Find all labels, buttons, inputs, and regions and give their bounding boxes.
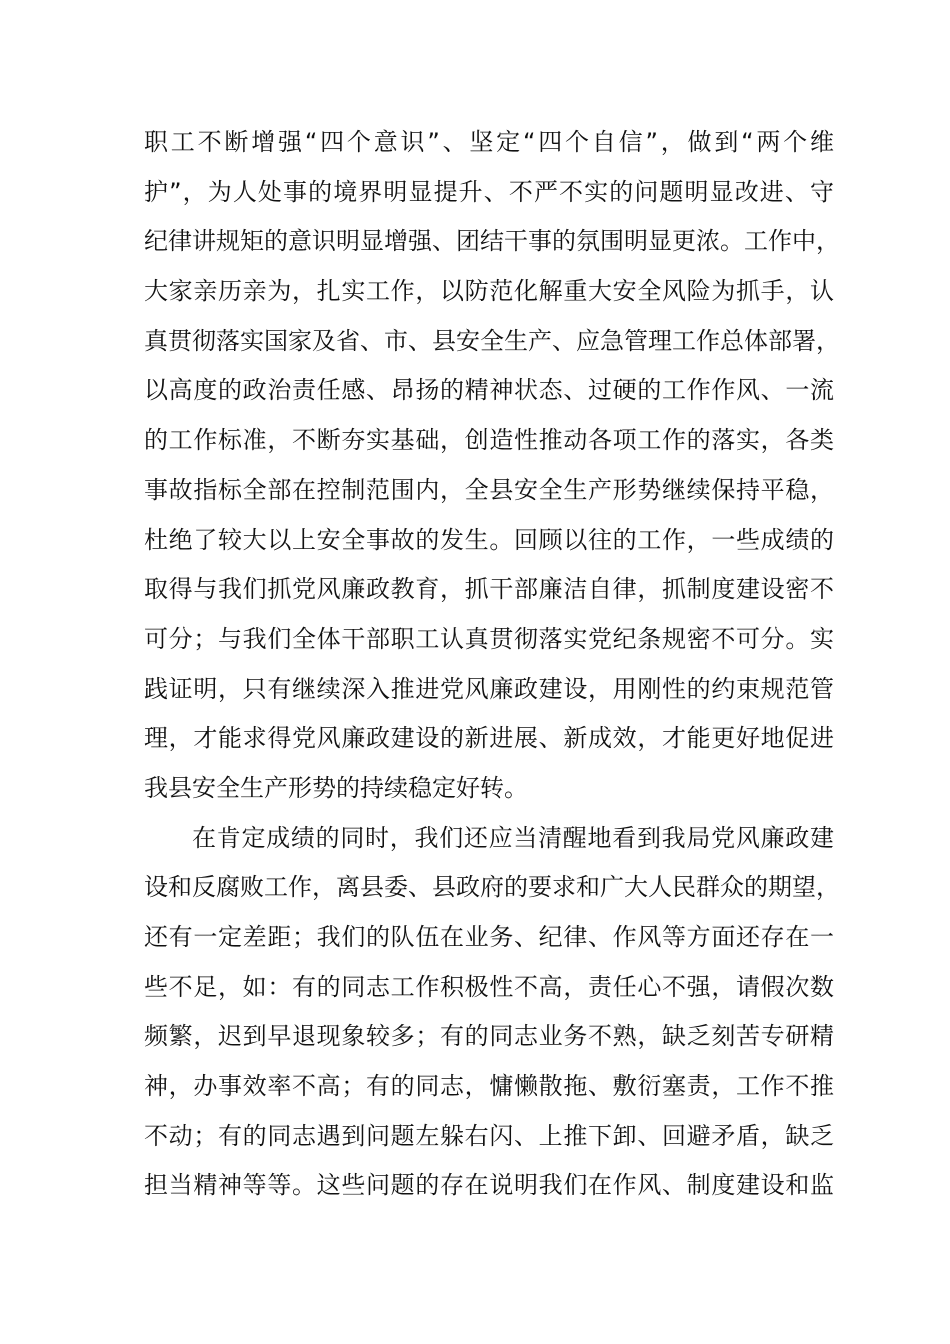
paragraph bbox=[144, 814, 840, 1212]
text-line: 践证明，只有继续深入推进党风廉政建设，用刚性的约束规范管 bbox=[144, 674, 834, 703]
text-line: 些不足，如：有的同志工作积极性不高，责任心不强，请假次数 bbox=[144, 972, 834, 1001]
text-line: 设和反腐败工作，离县委、县政府的要求和广大人民群众的期望， bbox=[144, 873, 840, 902]
text-line: 纪律讲规矩的意识明显增强、团结干事的氛围明显更浓。工作中， bbox=[144, 227, 840, 256]
body-text bbox=[144, 118, 840, 1211]
text-line: 以高度的政治责任感、昂扬的精神状态、过硬的工作作风、一流 bbox=[144, 376, 834, 405]
text-line: 频繁，迟到早退现象较多；有的同志业务不熟，缺乏刻苦专研精 bbox=[144, 1022, 834, 1051]
text-line: 职工不断增强“四个意识”、坚定“四个自信”，做到“两个维 bbox=[144, 128, 834, 156]
text-line: 事故指标全部在控制范围内，全县安全生产形势继续保持平稳， bbox=[144, 475, 834, 504]
text-line: 大家亲历亲为，扎实工作，以防范化解重大安全风险为抓手，认 bbox=[144, 277, 834, 306]
text-line: 可分；与我们全体干部职工认真贯彻落实党纪条规密不可分。实 bbox=[144, 624, 834, 653]
text-line: 真贯彻落实国家及省、市、县安全生产、应急管理工作总体部署， bbox=[144, 326, 840, 355]
text-line: 还有一定差距；我们的队伍在业务、纪律、作风等方面还存在一 bbox=[144, 923, 834, 951]
text-line: 在肯定成绩的同时，我们还应当清醒地看到我局党风廉政建 bbox=[192, 823, 834, 852]
text-line: 护”，为人处事的境界明显提升、不严不实的问题明显改进、守 bbox=[144, 177, 834, 206]
text-line: 神，办事效率不高；有的同志，慵懒散拖、敷衍塞责，工作不推 bbox=[144, 1072, 834, 1101]
text-line: 不动；有的同志遇到问题左躲右闪、上推下卸、回避矛盾，缺乏 bbox=[144, 1121, 834, 1150]
text-line: 我县安全生产形势的持续稳定好转。 bbox=[144, 773, 528, 802]
text-line: 取得与我们抓党风廉政教育，抓干部廉洁自律，抓制度建设密不 bbox=[144, 575, 834, 604]
text-line: 担当精神等等。这些问题的存在说明我们在作风、制度建设和监 bbox=[144, 1171, 834, 1200]
text-line: 的工作标准，不断夯实基础，创造性推动各项工作的落实，各类 bbox=[144, 426, 834, 455]
paragraph bbox=[144, 118, 840, 814]
text-line: 杜绝了较大以上安全事故的发生。回顾以往的工作，一些成绩的 bbox=[144, 525, 834, 554]
text-line: 理，才能求得党风廉政建设的新进展、新成效，才能更好地促进 bbox=[144, 724, 834, 753]
